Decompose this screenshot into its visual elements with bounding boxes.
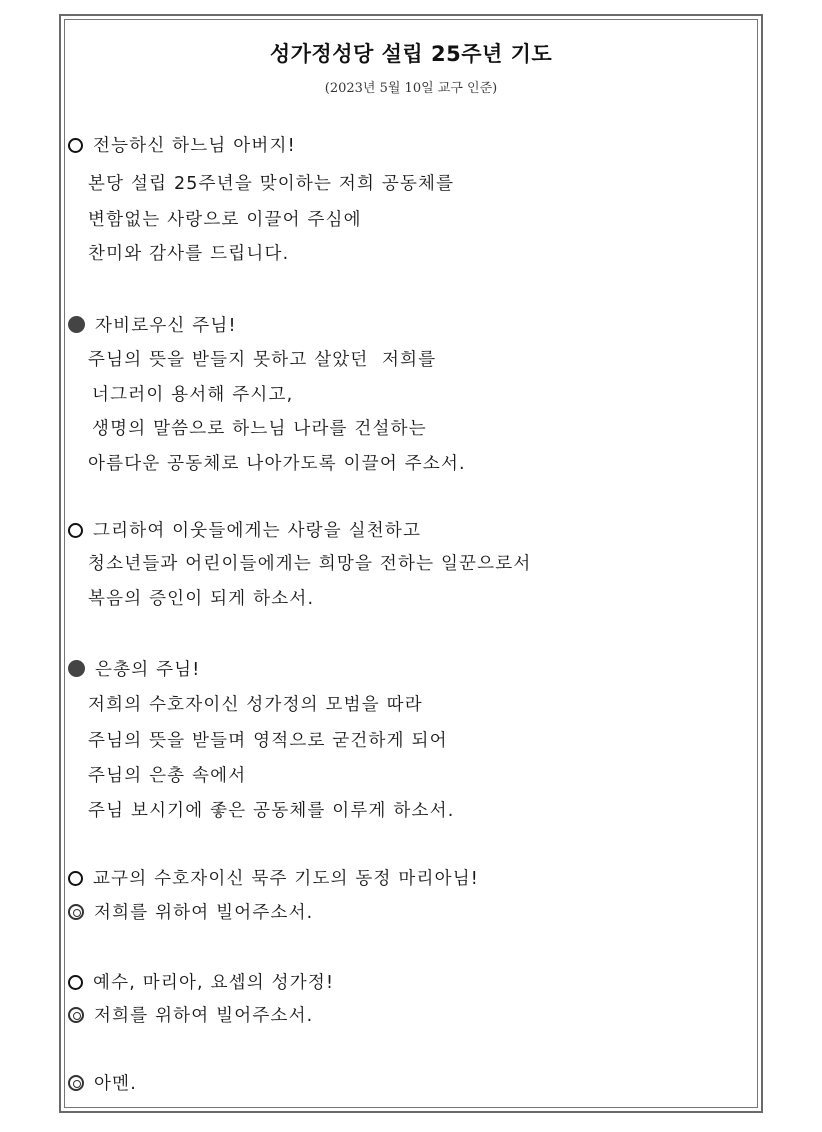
filled-circle-icon (68, 660, 85, 677)
open-circle-icon (68, 138, 83, 153)
stanza-4-line-3: 주님의 뜻을 받들며 영적으로 굳건하게 되어 (88, 731, 448, 751)
document-subtitle: (2023년 5월 10일 교구 인준) (324, 81, 498, 96)
stanza-5-line-1: 교구의 수호자이신 묵주 기도의 동정 마리아님! (68, 865, 479, 890)
stanza-1-line-4: 찬미와 감사를 드립니다. (88, 244, 290, 264)
stanza-2-line-2: 주님의 뜻을 받들지 못하고 살았던 저희를 (88, 350, 437, 370)
filled-circle-icon (68, 316, 85, 333)
stanza-2-line-4: 생명의 말씀으로 하느님 나라를 건설하는 (92, 419, 427, 439)
closing-amen: 아멘. (68, 1070, 137, 1095)
stanza-3-line-1: 그리하여 이웃들에게는 사랑을 실천하고 (68, 517, 421, 542)
stanza-2-line-3: 너그러이 용서해 주시고, (92, 385, 294, 405)
stanza-1-line-1: 전능하신 하느님 아버지! (68, 132, 296, 157)
double-circle-icon (68, 1007, 84, 1023)
stanza-6-line-1: 예수, 마리아, 요셉의 성가정! (68, 969, 334, 994)
stanza-4-line-1: 은총의 주님! (68, 656, 201, 681)
double-circle-icon (68, 1075, 84, 1091)
stanza-1-line-3: 변함없는 사랑으로 이끌어 주심에 (88, 210, 362, 230)
stanza-4-line-2: 저희의 수호자이신 성가정의 모범을 따라 (88, 695, 423, 715)
open-circle-icon (68, 871, 83, 886)
stanza-1-line-2: 본당 설립 25주년을 맞이하는 저희 공동체를 (88, 174, 455, 194)
stanza-4-line-5: 주님 보시기에 좋은 공동체를 이루게 하소서. (88, 801, 455, 821)
open-circle-icon (68, 523, 83, 538)
stanza-2-line-5: 아름다운 공동체로 나아가도록 이끌어 주소서. (88, 454, 466, 474)
stanza-2-line-1: 자비로우신 주님! (68, 312, 237, 337)
stanza-3-line-3: 복음의 증인이 되게 하소서. (88, 589, 315, 609)
stanza-5-response: 저희를 위하여 빌어주소서. (68, 899, 313, 924)
open-circle-icon (68, 975, 83, 990)
stanza-6-response: 저희를 위하여 빌어주소서. (68, 1002, 313, 1027)
double-circle-icon (68, 904, 84, 920)
document-title: 성가정성당 설립 25주년 기도 (269, 42, 553, 66)
stanza-3-line-2: 청소년들과 어린이들에게는 희망을 전하는 일꾼으로서 (88, 554, 532, 574)
stanza-4-line-4: 주님의 은총 속에서 (88, 766, 247, 786)
